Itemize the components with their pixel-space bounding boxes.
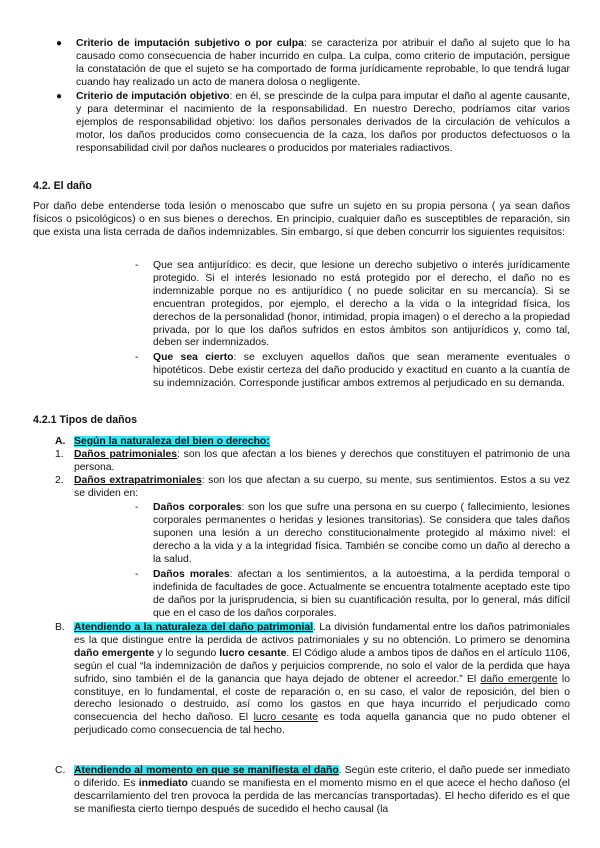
- item-extrapatrimoniales: Daños extrapatrimoniales: son los que afectan a su cuerpo, su mente, sus sentimientos. Estos a su vez se dividen en:: [74, 475, 571, 499]
- intro-paragraph: Por daño debe entenderse toda lesión o menoscabo que sufre un sujeto en su propia persona ( ya sean daños físicos o psicológicos) o en sus bienes o derechos. En principio, cualquier daño es susceptibles de reparación, sin que exista una lista cerrada de daños indemnizables. Sin embargo, sí que deben concurrir los siguientes requisitos:: [33, 201, 570, 238]
- dash-marker: -: [135, 502, 139, 513]
- section-b: Atendiendo a la naturaleza del daño patrimonial. La división fundamental entre los daños patrimoniales es la que distingue entre la perdida de activos patrimoniales y su no obtención. Lo primero se denomina daño emergente y lo segundo lucro cesante. El Código alude a ambos tipos de daños en el artículo 1106, según el cual “la indemnización de daños y perjuicios comprende, no solo el valor de la perdida que haya sufrido, sino también el de la ganancia que haya dejado de obtener el acreedor.” El daño emergente lo constituye, en lo fundamental, el coste de reparación o, en su caso, el valor de reposición, del bien o derecho lesionado o destruido, así como los gastos en que haya incurrido el perjudicado como consecuencia del hecho dañoso. El lucro cesante es toda aquella ganancia que no pudo obtener el perjudicado como consecuencia de tal hecho.: [74, 622, 570, 737]
- item-patrimoniales: Daños patrimoniales: son los que afectan a los bienes y derechos que constituyen el patrimonio de una persona.: [74, 449, 570, 473]
- dash-marker: -: [135, 569, 139, 580]
- bullet-objetivo: Criterio de imputación objetivo: en él, se prescinde de la culpa para imputar el daño al agente causante, y para determinar el nacimiento de la responsabilidad. En nuestro Derecho, podríamos citar varios ejemplos de responsabilidad objetivo: los daños personales derivados de la circulación de vehículos a motor, los daños producidos como consecuencia de la caza, los daños por productos defectuosos o la responsabilidad civil por daños nucleares o producidos por materiales radiactivos.: [76, 91, 570, 154]
- danos-morales: Daños morales: afectan a los sentimientos, a la autoestima, a la perdida temporal o indefinida de facultades de goce. Actualmente se encuentra totalmente aceptado este tipo de daños por la jurisprudencia, si bien su cuantificación resulta, por lo general, más difícil que en el caso de los daños corporales.: [153, 569, 570, 619]
- dash-marker: -: [135, 260, 139, 271]
- bullet-subjetivo: Criterio de imputación subjetivo o por culpa: se caracteriza por atribuir el daño al sujeto que lo ha causado como consecuencia de haber incurrido en culpa. La culpa, como criterio de imputación, persigue la constatación de que el sujeto se ha comportado de forma jurídicamente reprobable, lo que tendrá lugar cuando hay realizado un acto de manera dolosa o negligente.: [76, 38, 570, 88]
- req-cierto: Que sea cierto: se excluyen aquellos daños que sean meramente eventuales o hipotéticos. Debe existir certeza del daño producido y exactitud en cuanto a la cuantía de su indemnización. Corresponde justificar ambos extremos al perjudicado en su demanda.: [153, 352, 570, 389]
- bullet-dot: ●: [56, 38, 63, 49]
- heading-4-2: 4.2. El daño: [33, 180, 92, 192]
- section-a-title: Según la naturaleza del bien o derecho:: [74, 436, 270, 447]
- marker-2: 2.: [55, 475, 64, 486]
- dash-marker: -: [135, 352, 139, 363]
- req-antijuridico: Que sea antijurídico: es decir, que lesione un derecho subjetivo o interés jurídicamente protegido. Si el interés lesionado no está protegido por el derecho, el daño no es indemnizable porque no es antijurídico ( no puede solicitar en su mercancía). Si se encuentran protegidos, por ejemplo, el derecho a la vida o la integridad física, los derechos de la personalidad (honor, intimidad, propia imagen) o el derecho a la propiedad privada, por lo que los daños sufridos en estos ámbitos son antijurídicos y, como tal, deben ser indemnizados.: [153, 260, 570, 349]
- marker-1: 1.: [55, 449, 64, 460]
- marker-c: C.: [55, 765, 66, 776]
- heading-4-2-1: 4.2.1 Tipos de daños: [33, 414, 138, 426]
- marker-b: B.: [55, 622, 65, 633]
- bullet-dot: ●: [56, 91, 63, 102]
- marker-a: A.: [55, 436, 66, 447]
- section-c: Atendiendo al momento en que se manifiesta el daño. Según este criterio, el daño puede ser inmediato o diferido. Es inmediato cuando se manifiesta en el momento mismo en el que acece el hecho dañoso (el descarrilamiento del tren provoca la perdida de las mercancías transportadas). El hecho diferido es el que se manifiesta cierto tiempo después de sucedido el hecho causal (la: [74, 765, 570, 815]
- danos-corporales: Daños corporales: son los que sufre una persona en su cuerpo ( fallecimiento, lesiones corporales permanentes o heridas y lesiones transitorias). Se considera que tales daños suponen una lesión a un derecho constitucionalmente protegido al máximo nivel: el derecho a la vida y a la integridad física. También se concibe como un daño al derecho a la salud.: [153, 502, 570, 565]
